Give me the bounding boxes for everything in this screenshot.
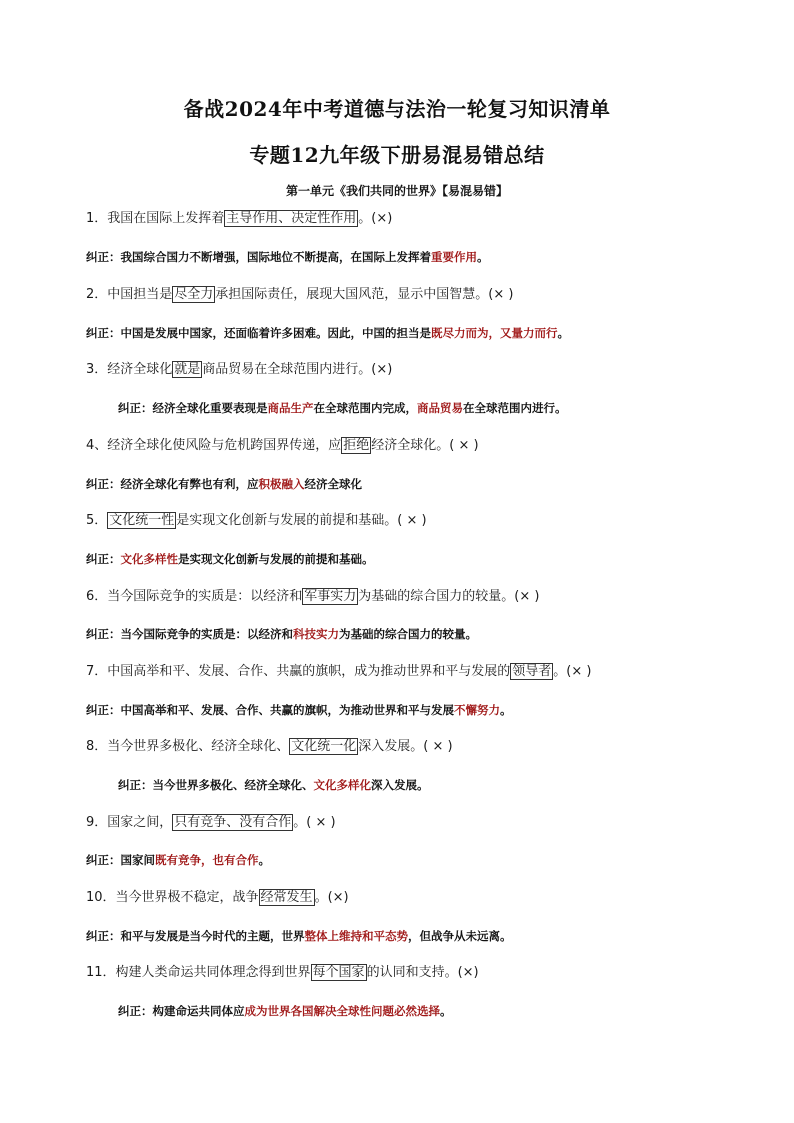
correction-text: 纠正：和平与发展是当今时代的主题，世界 bbox=[86, 929, 305, 943]
correction-text: 纠正：经济全球化重要表现是 bbox=[118, 401, 268, 415]
correction-1 bbox=[86, 247, 489, 267]
correction-text: 在全球范围内进行。 bbox=[463, 401, 567, 415]
correction-11 bbox=[118, 1001, 452, 1021]
correction-text: 在全球范围内完成， bbox=[313, 401, 417, 415]
correction-text: 深入发展。 bbox=[371, 778, 429, 792]
correction-keyword: 不懈努力 bbox=[454, 703, 500, 717]
question-mark: 为基础的综合国力的较量。(× ) bbox=[358, 589, 540, 604]
question-11 bbox=[86, 963, 479, 983]
question-1 bbox=[86, 209, 392, 229]
correction-text: 纠正：构建命运共同体应 bbox=[118, 1004, 245, 1018]
correction-keyword: 科技实力 bbox=[293, 627, 339, 641]
correction-keyword: 商品贸易 bbox=[417, 401, 463, 415]
question-mark: 。( × ) bbox=[293, 815, 336, 830]
document-subtitle: 专题12九年级下册易混易错总结 bbox=[249, 143, 545, 167]
correction-text: ，但战争从未远离。 bbox=[408, 929, 512, 943]
question-text: 10．当今世界极不稳定，战争 bbox=[86, 890, 259, 905]
question-9 bbox=[86, 813, 336, 833]
question-7 bbox=[86, 662, 591, 682]
correction-keyword: 积极融入 bbox=[258, 477, 305, 491]
correction-text: 纠正：国家间 bbox=[86, 853, 155, 867]
correction-keyword: 成为世界各国解决全球性问题必然选择 bbox=[244, 1004, 440, 1018]
correction-text: 。 bbox=[258, 853, 270, 867]
question-mark: 是实现文化创新与发展的前提和基础。( × ) bbox=[176, 513, 427, 528]
question-text: 2．中国担当是 bbox=[86, 287, 173, 302]
correction-5 bbox=[86, 549, 374, 569]
error-highlight: 尽全力 bbox=[174, 287, 214, 302]
section-heading: 第一单元《我们共同的世界》【易混易错】 bbox=[285, 184, 508, 198]
correction-text: 经济全球化 bbox=[304, 477, 362, 491]
correction-8 bbox=[118, 775, 429, 795]
correction-text: 纠正：当今国际竞争的实质是：以经济和 bbox=[86, 627, 293, 641]
question-3 bbox=[86, 360, 392, 380]
question-mark: 承担国际责任，展现大国风范，显示中国智慧。(× ) bbox=[215, 287, 514, 302]
question-8 bbox=[86, 737, 453, 757]
correction-text: 。 bbox=[440, 1004, 452, 1018]
error-highlight: 就是 bbox=[174, 362, 201, 377]
question-6 bbox=[86, 587, 539, 607]
question-10 bbox=[86, 888, 349, 908]
error-highlight: 拒绝 bbox=[343, 438, 370, 453]
question-text: 9．国家之间， bbox=[86, 815, 173, 830]
correction-text: 。 bbox=[477, 250, 489, 264]
correction-7 bbox=[86, 700, 512, 720]
error-highlight: 军事实力 bbox=[304, 589, 357, 604]
question-mark: 。(× ) bbox=[553, 664, 592, 679]
correction-text: 是实现文化创新与发展的前提和基础。 bbox=[178, 552, 374, 566]
question-mark: 深入发展。( × ) bbox=[358, 739, 453, 754]
correction-4 bbox=[86, 474, 362, 494]
correction-text: 纠正：中国高举和平、发展、合作、共赢的旗帜，为推动世界和平与发展 bbox=[86, 703, 454, 717]
question-text: 4、经济全球化使风险与危机跨国界传递，应 bbox=[86, 438, 342, 453]
correction-keyword: 既有竞争，也有合作 bbox=[155, 853, 259, 867]
correction-9 bbox=[86, 850, 270, 870]
correction-text: 纠正： bbox=[86, 552, 121, 566]
question-mark: 商品贸易在全球范围内进行。(×) bbox=[202, 362, 393, 377]
correction-keyword: 文化多样化 bbox=[313, 778, 371, 792]
question-4 bbox=[86, 436, 479, 456]
correction-3 bbox=[118, 398, 567, 418]
correction-text: 为基础的综合国力的较量。 bbox=[339, 627, 477, 641]
question-mark: 经济全球化。( × ) bbox=[371, 438, 479, 453]
question-text: 5． bbox=[86, 513, 108, 528]
question-text: 11．构建人类命运共同体理念得到世界 bbox=[86, 965, 311, 980]
correction-2 bbox=[86, 323, 569, 343]
question-mark: 。(×) bbox=[358, 211, 393, 226]
question-text: 1．我国在国际上发挥着 bbox=[86, 211, 225, 226]
error-highlight: 只有竞争、没有合作 bbox=[174, 815, 292, 830]
correction-text: 纠正：我国综合国力不断增强，国际地位不断提高，在国际上发挥着 bbox=[86, 250, 431, 264]
document-title: 备战2024年中考道德与法治一轮复习知识清单 bbox=[183, 97, 611, 121]
error-highlight: 每个国家 bbox=[312, 965, 365, 980]
correction-keyword: 整体上维持和平态势 bbox=[304, 929, 408, 943]
question-text: 8．当今世界多极化、经济全球化、 bbox=[86, 739, 290, 754]
correction-10 bbox=[86, 926, 512, 946]
correction-text: 纠正：当今世界多极化、经济全球化、 bbox=[118, 778, 314, 792]
question-5 bbox=[86, 511, 427, 531]
error-highlight: 经常发生 bbox=[260, 890, 313, 905]
correction-text: 纠正：中国是发展中国家，还面临着许多困难。因此，中国的担当是 bbox=[86, 326, 431, 340]
question-2 bbox=[86, 285, 513, 305]
correction-keyword: 既尽力而为，又量力而行 bbox=[431, 326, 558, 340]
correction-text: 。 bbox=[500, 703, 512, 717]
question-mark: 。(×) bbox=[314, 890, 349, 905]
correction-keyword: 商品生产 bbox=[267, 401, 314, 415]
question-text: 3．经济全球化 bbox=[86, 362, 173, 377]
correction-keyword: 重要作用 bbox=[431, 250, 477, 264]
correction-keyword: 文化多样性 bbox=[120, 552, 178, 566]
error-highlight: 领导者 bbox=[512, 664, 552, 679]
correction-6 bbox=[86, 624, 477, 644]
correction-text: 纠正：经济全球化有弊也有利，应 bbox=[86, 477, 259, 491]
question-text: 6．当今国际竞争的实质是：以经济和 bbox=[86, 589, 303, 604]
question-text: 7．中国高举和平、发展、合作、共赢的旗帜，成为推动世界和平与发展的 bbox=[86, 664, 511, 679]
error-highlight: 文化统一化 bbox=[291, 739, 357, 754]
correction-text: 。 bbox=[557, 326, 569, 340]
error-highlight: 文化统一性 bbox=[109, 513, 175, 528]
question-mark: 的认同和支持。(×) bbox=[366, 965, 479, 980]
error-highlight: 主导作用、决定性作用 bbox=[226, 211, 357, 226]
